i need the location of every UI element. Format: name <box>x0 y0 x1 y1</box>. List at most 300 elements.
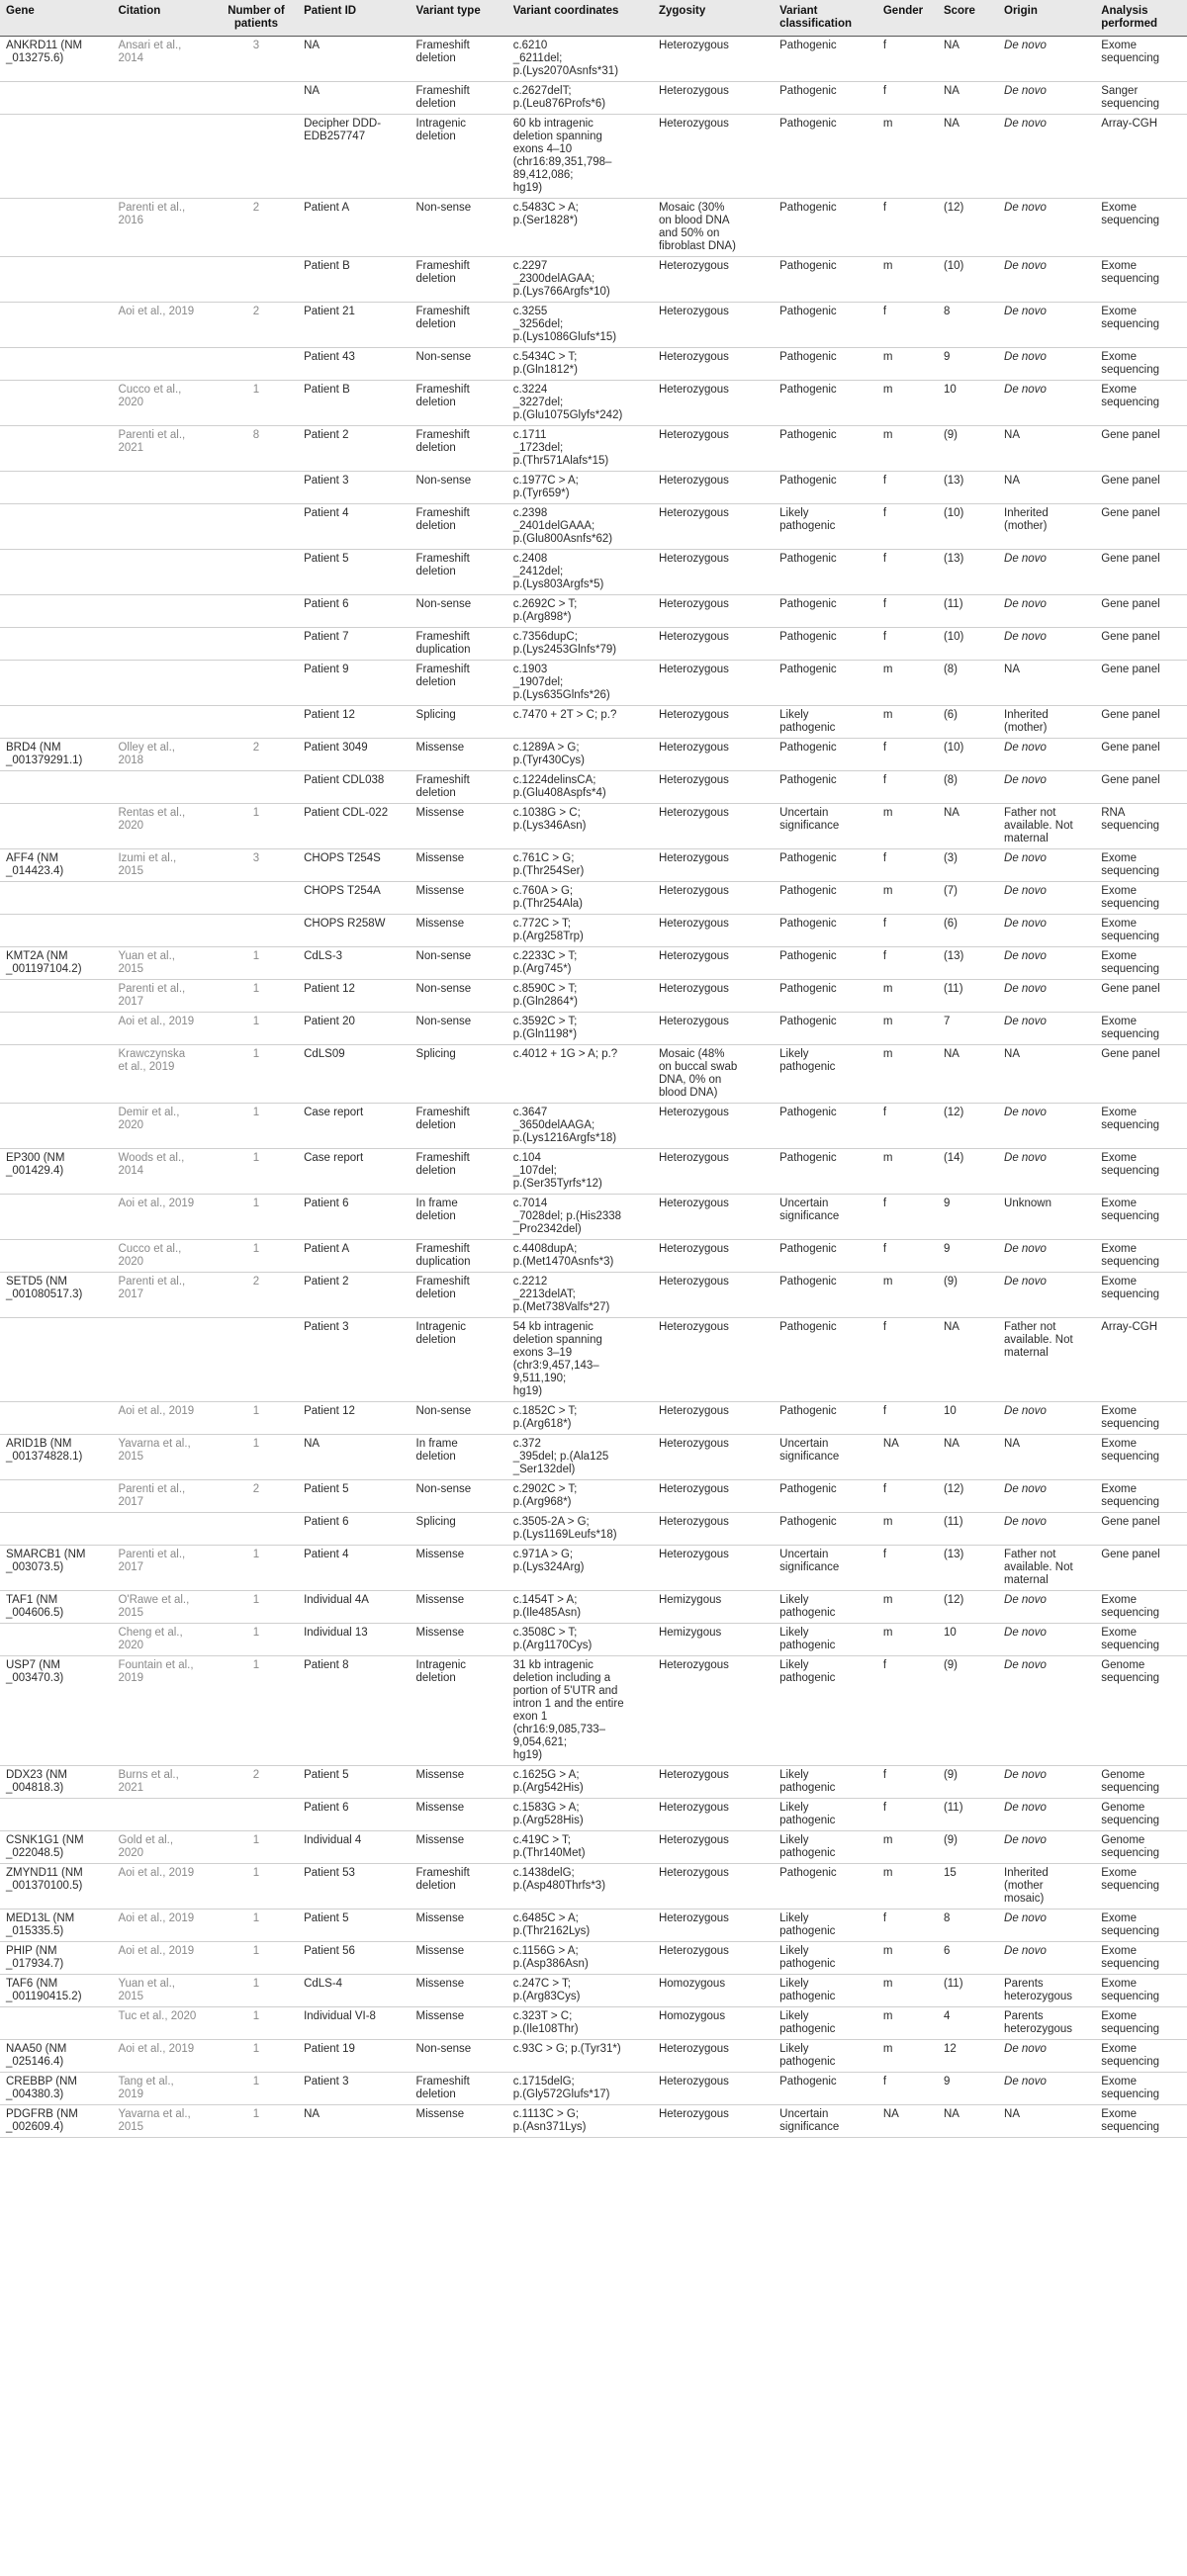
patient-id-cell: Patient A <box>298 199 410 257</box>
zygosity-cell: Heterozygous <box>653 550 774 595</box>
score-cell: NA <box>938 804 998 849</box>
zygosity-cell: Heterozygous <box>653 115 774 199</box>
gender-cell: f <box>877 1402 938 1435</box>
table-row <box>0 1656 1187 1766</box>
patient-id-cell: NA <box>298 2105 410 2138</box>
gene-cell <box>0 115 112 199</box>
gene-cell: BRD4 (NM _001379291.1) <box>0 739 112 771</box>
origin-cell: De novo <box>998 915 1095 947</box>
citation-cell <box>112 550 211 595</box>
patient-id-cell: CdLS09 <box>298 1045 410 1104</box>
classification-cell: Pathogenic <box>774 1013 877 1045</box>
patient-id-cell: CHOPS T254S <box>298 849 410 882</box>
variant-type-cell: Intragenic deletion <box>411 1318 507 1402</box>
col-header-origin: Origin <box>998 0 1095 37</box>
variant-type-cell: Frameshift deletion <box>411 1149 507 1195</box>
table-row <box>0 115 1187 199</box>
variant-coordinates-cell: c.1625G > A; p.(Arg542His) <box>507 1766 653 1799</box>
variant-type-cell: Non-sense <box>411 980 507 1013</box>
gender-cell: f <box>877 1910 938 1942</box>
classification-cell: Pathogenic <box>774 1864 877 1910</box>
variant-type-cell: Non-sense <box>411 348 507 381</box>
score-cell: 15 <box>938 1864 998 1910</box>
score-cell: (13) <box>938 472 998 504</box>
citation-cell: Parenti et al., 2017 <box>112 1546 211 1591</box>
variant-coordinates-cell: c.5483C > A; p.(Ser1828*) <box>507 199 653 257</box>
analysis-cell: Gene panel <box>1095 472 1187 504</box>
gender-cell: f <box>877 303 938 348</box>
table-row <box>0 980 1187 1013</box>
classification-cell: Pathogenic <box>774 472 877 504</box>
patient-count-cell: 1 <box>212 804 298 849</box>
gene-cell: PDGFRB (NM _002609.4) <box>0 2105 112 2138</box>
gene-cell <box>0 2007 112 2040</box>
zygosity-cell: Heterozygous <box>653 739 774 771</box>
table-row <box>0 1402 1187 1435</box>
origin-cell: De novo <box>998 550 1095 595</box>
variant-coordinates-cell: c.2902C > T; p.(Arg968*) <box>507 1480 653 1513</box>
patient-count-cell: 1 <box>212 2040 298 2073</box>
origin-cell: De novo <box>998 115 1095 199</box>
variant-coordinates-cell: c.1156G > A; p.(Asp386Asn) <box>507 1942 653 1975</box>
table-body <box>0 37 1187 2138</box>
table-row <box>0 1942 1187 1975</box>
variant-type-cell: Frameshift deletion <box>411 661 507 706</box>
variant-type-cell: Missense <box>411 1831 507 1864</box>
origin-cell: De novo <box>998 2073 1095 2105</box>
analysis-cell: Genome sequencing <box>1095 1831 1187 1864</box>
citation-cell: Aoi et al., 2019 <box>112 1942 211 1975</box>
variant-coordinates-cell: c.1224delinsCA; p.(Glu408Aspfs*4) <box>507 771 653 804</box>
analysis-cell: Gene panel <box>1095 739 1187 771</box>
citation-cell <box>112 915 211 947</box>
patient-id-cell: Case report <box>298 1104 410 1149</box>
gender-cell: m <box>877 426 938 472</box>
patient-count-cell: 1 <box>212 1195 298 1240</box>
gene-cell <box>0 1513 112 1546</box>
analysis-cell: Exome sequencing <box>1095 2040 1187 2073</box>
zygosity-cell: Heterozygous <box>653 472 774 504</box>
table-row <box>0 1104 1187 1149</box>
classification-cell: Pathogenic <box>774 882 877 915</box>
patient-id-cell: CdLS-3 <box>298 947 410 980</box>
patient-count-cell: 1 <box>212 1831 298 1864</box>
table-row <box>0 2105 1187 2138</box>
score-cell: (13) <box>938 550 998 595</box>
gene-cell: ANKRD11 (NM _013275.6) <box>0 37 112 82</box>
zygosity-cell: Heterozygous <box>653 915 774 947</box>
citation-cell: Parenti et al., 2016 <box>112 199 211 257</box>
gender-cell: f <box>877 504 938 550</box>
citation-cell: Parenti et al., 2017 <box>112 980 211 1013</box>
variant-coordinates-cell: c.2212 _2213delAT; p.(Met738Valfs*27) <box>507 1273 653 1318</box>
origin-cell: De novo <box>998 1240 1095 1273</box>
zygosity-cell: Heterozygous <box>653 1273 774 1318</box>
patient-id-cell: Patient 21 <box>298 303 410 348</box>
variant-type-cell: Splicing <box>411 706 507 739</box>
zygosity-cell: Heterozygous <box>653 303 774 348</box>
variant-coordinates-cell: c.1038G > C; p.(Lys346Asn) <box>507 804 653 849</box>
table-row <box>0 1195 1187 1240</box>
patient-count-cell: 1 <box>212 381 298 426</box>
col-header-variant-classification: Variant classification <box>774 0 877 37</box>
classification-cell: Pathogenic <box>774 82 877 115</box>
variant-coordinates-cell: c.7356dupC; p.(Lys2453Glnfs*79) <box>507 628 653 661</box>
analysis-cell: Exome sequencing <box>1095 1195 1187 1240</box>
analysis-cell: Exome sequencing <box>1095 348 1187 381</box>
table-row <box>0 2073 1187 2105</box>
analysis-cell: Exome sequencing <box>1095 1910 1187 1942</box>
citation-cell <box>112 1513 211 1546</box>
analysis-cell: Exome sequencing <box>1095 1480 1187 1513</box>
classification-cell: Likely pathogenic <box>774 1831 877 1864</box>
gender-cell: m <box>877 1624 938 1656</box>
zygosity-cell: Heterozygous <box>653 1546 774 1591</box>
classification-cell: Likely pathogenic <box>774 1766 877 1799</box>
variant-coordinates-cell: c.761C > G; p.(Thr254Ser) <box>507 849 653 882</box>
zygosity-cell: Heterozygous <box>653 1942 774 1975</box>
gender-cell: m <box>877 1513 938 1546</box>
variant-type-cell: Missense <box>411 1766 507 1799</box>
zygosity-cell: Mosaic (48% on buccal swab DNA, 0% on blood DNA) <box>653 1045 774 1104</box>
variant-coordinates-cell: c.1438delG; p.(Asp480Thrfs*3) <box>507 1864 653 1910</box>
citation-cell: Parenti et al., 2017 <box>112 1480 211 1513</box>
zygosity-cell: Heterozygous <box>653 257 774 303</box>
variant-type-cell: Missense <box>411 1942 507 1975</box>
analysis-cell: Exome sequencing <box>1095 915 1187 947</box>
score-cell: NA <box>938 37 998 82</box>
patient-count-cell: 2 <box>212 199 298 257</box>
analysis-cell: Exome sequencing <box>1095 303 1187 348</box>
patient-id-cell: Patient 12 <box>298 706 410 739</box>
variant-type-cell: Non-sense <box>411 595 507 628</box>
origin-cell: De novo <box>998 1656 1095 1766</box>
origin-cell: De novo <box>998 1624 1095 1656</box>
variant-type-cell: Frameshift deletion <box>411 504 507 550</box>
classification-cell: Likely pathogenic <box>774 1910 877 1942</box>
patient-count-cell: 3 <box>212 37 298 82</box>
classification-cell: Pathogenic <box>774 661 877 706</box>
origin-cell: De novo <box>998 1831 1095 1864</box>
origin-cell: De novo <box>998 1104 1095 1149</box>
variant-type-cell: Frameshift deletion <box>411 303 507 348</box>
variant-coordinates-cell: c.247C > T; p.(Arg83Cys) <box>507 1975 653 2007</box>
citation-cell <box>112 1318 211 1402</box>
analysis-cell: Gene panel <box>1095 504 1187 550</box>
zygosity-cell: Heterozygous <box>653 1831 774 1864</box>
gender-cell: m <box>877 1273 938 1318</box>
gene-cell: KMT2A (NM _001197104.2) <box>0 947 112 980</box>
gene-cell <box>0 199 112 257</box>
patient-count-cell: 1 <box>212 1546 298 1591</box>
col-header-gender: Gender <box>877 0 938 37</box>
zygosity-cell: Mosaic (30% on blood DNA and 50% on fibroblast DNA) <box>653 199 774 257</box>
variant-type-cell: Non-sense <box>411 1480 507 1513</box>
patient-count-cell: 2 <box>212 1273 298 1318</box>
gender-cell: m <box>877 381 938 426</box>
score-cell: 6 <box>938 1942 998 1975</box>
gene-cell: TAF1 (NM _004606.5) <box>0 1591 112 1624</box>
score-cell: (13) <box>938 1546 998 1591</box>
table-row <box>0 1766 1187 1799</box>
origin-cell: De novo <box>998 348 1095 381</box>
classification-cell: Pathogenic <box>774 628 877 661</box>
classification-cell: Pathogenic <box>774 381 877 426</box>
gene-cell: EP300 (NM _001429.4) <box>0 1149 112 1195</box>
gender-cell: m <box>877 1975 938 2007</box>
classification-cell: Pathogenic <box>774 771 877 804</box>
variant-coordinates-cell: c.3255 _3256del; p.(Lys1086Glufs*15) <box>507 303 653 348</box>
variant-type-cell: Frameshift deletion <box>411 257 507 303</box>
patient-id-cell: CHOPS R258W <box>298 915 410 947</box>
table-row <box>0 1624 1187 1656</box>
origin-cell: De novo <box>998 1799 1095 1831</box>
col-header-zygosity: Zygosity <box>653 0 774 37</box>
gender-cell: f <box>877 595 938 628</box>
citation-cell: Yuan et al., 2015 <box>112 947 211 980</box>
score-cell: 4 <box>938 2007 998 2040</box>
table-row <box>0 348 1187 381</box>
variant-coordinates-cell: c.1113C > G; p.(Asn371Lys) <box>507 2105 653 2138</box>
citation-cell: Izumi et al., 2015 <box>112 849 211 882</box>
classification-cell: Pathogenic <box>774 739 877 771</box>
table-row <box>0 882 1187 915</box>
patient-count-cell <box>212 595 298 628</box>
gene-cell <box>0 1402 112 1435</box>
origin-cell: De novo <box>998 257 1095 303</box>
citation-cell: Yavarna et al., 2015 <box>112 1435 211 1480</box>
analysis-cell: Array-CGH <box>1095 1318 1187 1402</box>
score-cell: (11) <box>938 1975 998 2007</box>
patient-id-cell: Patient 3 <box>298 2073 410 2105</box>
gender-cell: f <box>877 1240 938 1273</box>
variant-coordinates-cell: c.1711 _1723del; p.(Thr571Alafs*15) <box>507 426 653 472</box>
table-row <box>0 1831 1187 1864</box>
zygosity-cell: Heterozygous <box>653 771 774 804</box>
analysis-cell: Exome sequencing <box>1095 2007 1187 2040</box>
gene-cell <box>0 1480 112 1513</box>
score-cell: (11) <box>938 595 998 628</box>
zygosity-cell: Heterozygous <box>653 1149 774 1195</box>
score-cell: 12 <box>938 2040 998 2073</box>
patient-count-cell: 3 <box>212 849 298 882</box>
gender-cell: m <box>877 2007 938 2040</box>
variant-coordinates-cell: c.2233C > T; p.(Arg745*) <box>507 947 653 980</box>
patient-count-cell <box>212 257 298 303</box>
table-row <box>0 504 1187 550</box>
score-cell: 10 <box>938 1402 998 1435</box>
analysis-cell: Gene panel <box>1095 1045 1187 1104</box>
patient-count-cell: 1 <box>212 1591 298 1624</box>
gene-cell <box>0 381 112 426</box>
patient-count-cell <box>212 1513 298 1546</box>
classification-cell: Uncertain significance <box>774 1546 877 1591</box>
classification-cell: Pathogenic <box>774 550 877 595</box>
patient-id-cell: Patient CDL-022 <box>298 804 410 849</box>
analysis-cell: Gene panel <box>1095 426 1187 472</box>
origin-cell: De novo <box>998 595 1095 628</box>
variant-type-cell: Intragenic deletion <box>411 1656 507 1766</box>
score-cell: (13) <box>938 947 998 980</box>
variant-coordinates-cell: c.3647 _3650delAAGA; p.(Lys1216Argfs*18) <box>507 1104 653 1149</box>
variant-type-cell: Frameshift deletion <box>411 2073 507 2105</box>
origin-cell: De novo <box>998 771 1095 804</box>
classification-cell: Pathogenic <box>774 849 877 882</box>
citation-cell: Aoi et al., 2019 <box>112 1864 211 1910</box>
origin-cell: De novo <box>998 2040 1095 2073</box>
zygosity-cell: Homozygous <box>653 2007 774 2040</box>
gene-cell: CREBBP (NM _004380.3) <box>0 2073 112 2105</box>
variant-type-cell: Splicing <box>411 1045 507 1104</box>
classification-cell: Likely pathogenic <box>774 1799 877 1831</box>
variant-coordinates-cell: c.1715delG; p.(Gly572Glufs*17) <box>507 2073 653 2105</box>
gender-cell: f <box>877 771 938 804</box>
zygosity-cell: Heterozygous <box>653 381 774 426</box>
variant-coordinates-cell: c.2627delT; p.(Leu876Profs*6) <box>507 82 653 115</box>
citation-cell <box>112 472 211 504</box>
score-cell: NA <box>938 1045 998 1104</box>
score-cell: 8 <box>938 303 998 348</box>
gender-cell: f <box>877 37 938 82</box>
variant-type-cell: Missense <box>411 849 507 882</box>
citation-cell <box>112 504 211 550</box>
origin-cell: NA <box>998 472 1095 504</box>
patient-id-cell: Patient 6 <box>298 1195 410 1240</box>
score-cell: (8) <box>938 661 998 706</box>
analysis-cell: Exome sequencing <box>1095 1273 1187 1318</box>
score-cell: NA <box>938 2105 998 2138</box>
origin-cell: De novo <box>998 199 1095 257</box>
patient-id-cell: Patient 3049 <box>298 739 410 771</box>
origin-cell: NA <box>998 2105 1095 2138</box>
table-row <box>0 1864 1187 1910</box>
classification-cell: Likely pathogenic <box>774 1591 877 1624</box>
variant-coordinates-cell: c.1977C > A; p.(Tyr659*) <box>507 472 653 504</box>
gender-cell: f <box>877 82 938 115</box>
score-cell: (9) <box>938 1766 998 1799</box>
origin-cell: De novo <box>998 1480 1095 1513</box>
patient-count-cell <box>212 472 298 504</box>
zygosity-cell: Heterozygous <box>653 947 774 980</box>
gene-cell: ARID1B (NM _001374828.1) <box>0 1435 112 1480</box>
patient-id-cell: CHOPS T254A <box>298 882 410 915</box>
table-row <box>0 1910 1187 1942</box>
zygosity-cell: Heterozygous <box>653 1799 774 1831</box>
variant-coordinates-cell: c.3592C > T; p.(Gln1198*) <box>507 1013 653 1045</box>
score-cell: (12) <box>938 1104 998 1149</box>
score-cell: (11) <box>938 980 998 1013</box>
gene-cell <box>0 303 112 348</box>
origin-cell: De novo <box>998 1013 1095 1045</box>
zygosity-cell: Heterozygous <box>653 628 774 661</box>
patient-count-cell: 1 <box>212 1435 298 1480</box>
table-row <box>0 381 1187 426</box>
analysis-cell: Exome sequencing <box>1095 1149 1187 1195</box>
score-cell: (11) <box>938 1513 998 1546</box>
zygosity-cell: Heterozygous <box>653 882 774 915</box>
score-cell: (9) <box>938 1656 998 1766</box>
patient-id-cell: Patient 4 <box>298 504 410 550</box>
classification-cell: Pathogenic <box>774 199 877 257</box>
variant-type-cell: Frameshift deletion <box>411 550 507 595</box>
analysis-cell: Exome sequencing <box>1095 1435 1187 1480</box>
classification-cell: Uncertain significance <box>774 804 877 849</box>
patient-count-cell: 1 <box>212 1402 298 1435</box>
variant-coordinates-cell: c.7470 + 2T > C; p.? <box>507 706 653 739</box>
table-row <box>0 661 1187 706</box>
gender-cell: f <box>877 1195 938 1240</box>
gene-cell <box>0 706 112 739</box>
origin-cell: De novo <box>998 1591 1095 1624</box>
classification-cell: Uncertain significance <box>774 1195 877 1240</box>
origin-cell: De novo <box>998 739 1095 771</box>
variant-coordinates-cell: c.6485C > A; p.(Thr2162Lys) <box>507 1910 653 1942</box>
origin-cell: Father not available. Not maternal <box>998 1318 1095 1402</box>
classification-cell: Likely pathogenic <box>774 2040 877 2073</box>
analysis-cell: Array-CGH <box>1095 115 1187 199</box>
patient-id-cell: Patient B <box>298 257 410 303</box>
variant-type-cell: Intragenic deletion <box>411 115 507 199</box>
score-cell: 10 <box>938 1624 998 1656</box>
patient-count-cell: 1 <box>212 2073 298 2105</box>
patient-count-cell: 1 <box>212 1910 298 1942</box>
zygosity-cell: Heterozygous <box>653 2105 774 2138</box>
col-header-number-of-patients: Number of patients <box>212 0 298 37</box>
classification-cell: Uncertain significance <box>774 1435 877 1480</box>
gene-cell <box>0 882 112 915</box>
patient-id-cell: Patient 19 <box>298 2040 410 2073</box>
patient-id-cell: Patient 5 <box>298 1480 410 1513</box>
variant-type-cell: Missense <box>411 1975 507 2007</box>
table-row <box>0 1975 1187 2007</box>
gene-cell: USP7 (NM _003470.3) <box>0 1656 112 1766</box>
gene-cell <box>0 1195 112 1240</box>
variant-coordinates-cell: c.2297 _2300delAGAA; p.(Lys766Argfs*10) <box>507 257 653 303</box>
citation-cell <box>112 706 211 739</box>
gender-cell: f <box>877 1766 938 1799</box>
gender-cell: f <box>877 550 938 595</box>
variant-type-cell: Missense <box>411 1799 507 1831</box>
patient-count-cell <box>212 115 298 199</box>
score-cell: 7 <box>938 1013 998 1045</box>
table-row <box>0 804 1187 849</box>
variant-coordinates-cell: c.760A > G; p.(Thr254Ala) <box>507 882 653 915</box>
analysis-cell: Exome sequencing <box>1095 1240 1187 1273</box>
score-cell: 9 <box>938 1195 998 1240</box>
gene-cell <box>0 257 112 303</box>
citation-cell: Demir et al., 2020 <box>112 1104 211 1149</box>
citation-cell: Aoi et al., 2019 <box>112 1013 211 1045</box>
zygosity-cell: Heterozygous <box>653 661 774 706</box>
citation-cell <box>112 882 211 915</box>
citation-cell <box>112 82 211 115</box>
patient-id-cell: Patient B <box>298 381 410 426</box>
patient-id-cell: Patient 12 <box>298 1402 410 1435</box>
gene-cell: DDX23 (NM _004818.3) <box>0 1766 112 1799</box>
origin-cell: De novo <box>998 882 1095 915</box>
zygosity-cell: Heterozygous <box>653 849 774 882</box>
analysis-cell: Exome sequencing <box>1095 257 1187 303</box>
gene-cell <box>0 348 112 381</box>
analysis-cell: Exome sequencing <box>1095 1864 1187 1910</box>
variant-type-cell: Frameshift deletion <box>411 82 507 115</box>
gene-cell <box>0 1624 112 1656</box>
variant-coordinates-cell: c.6210 _6211del; p.(Lys2070Asnfs*31) <box>507 37 653 82</box>
citation-cell: Gold et al., 2020 <box>112 1831 211 1864</box>
variant-type-cell: Frameshift deletion <box>411 1273 507 1318</box>
analysis-cell: Exome sequencing <box>1095 37 1187 82</box>
patient-id-cell: Individual VI-8 <box>298 2007 410 2040</box>
